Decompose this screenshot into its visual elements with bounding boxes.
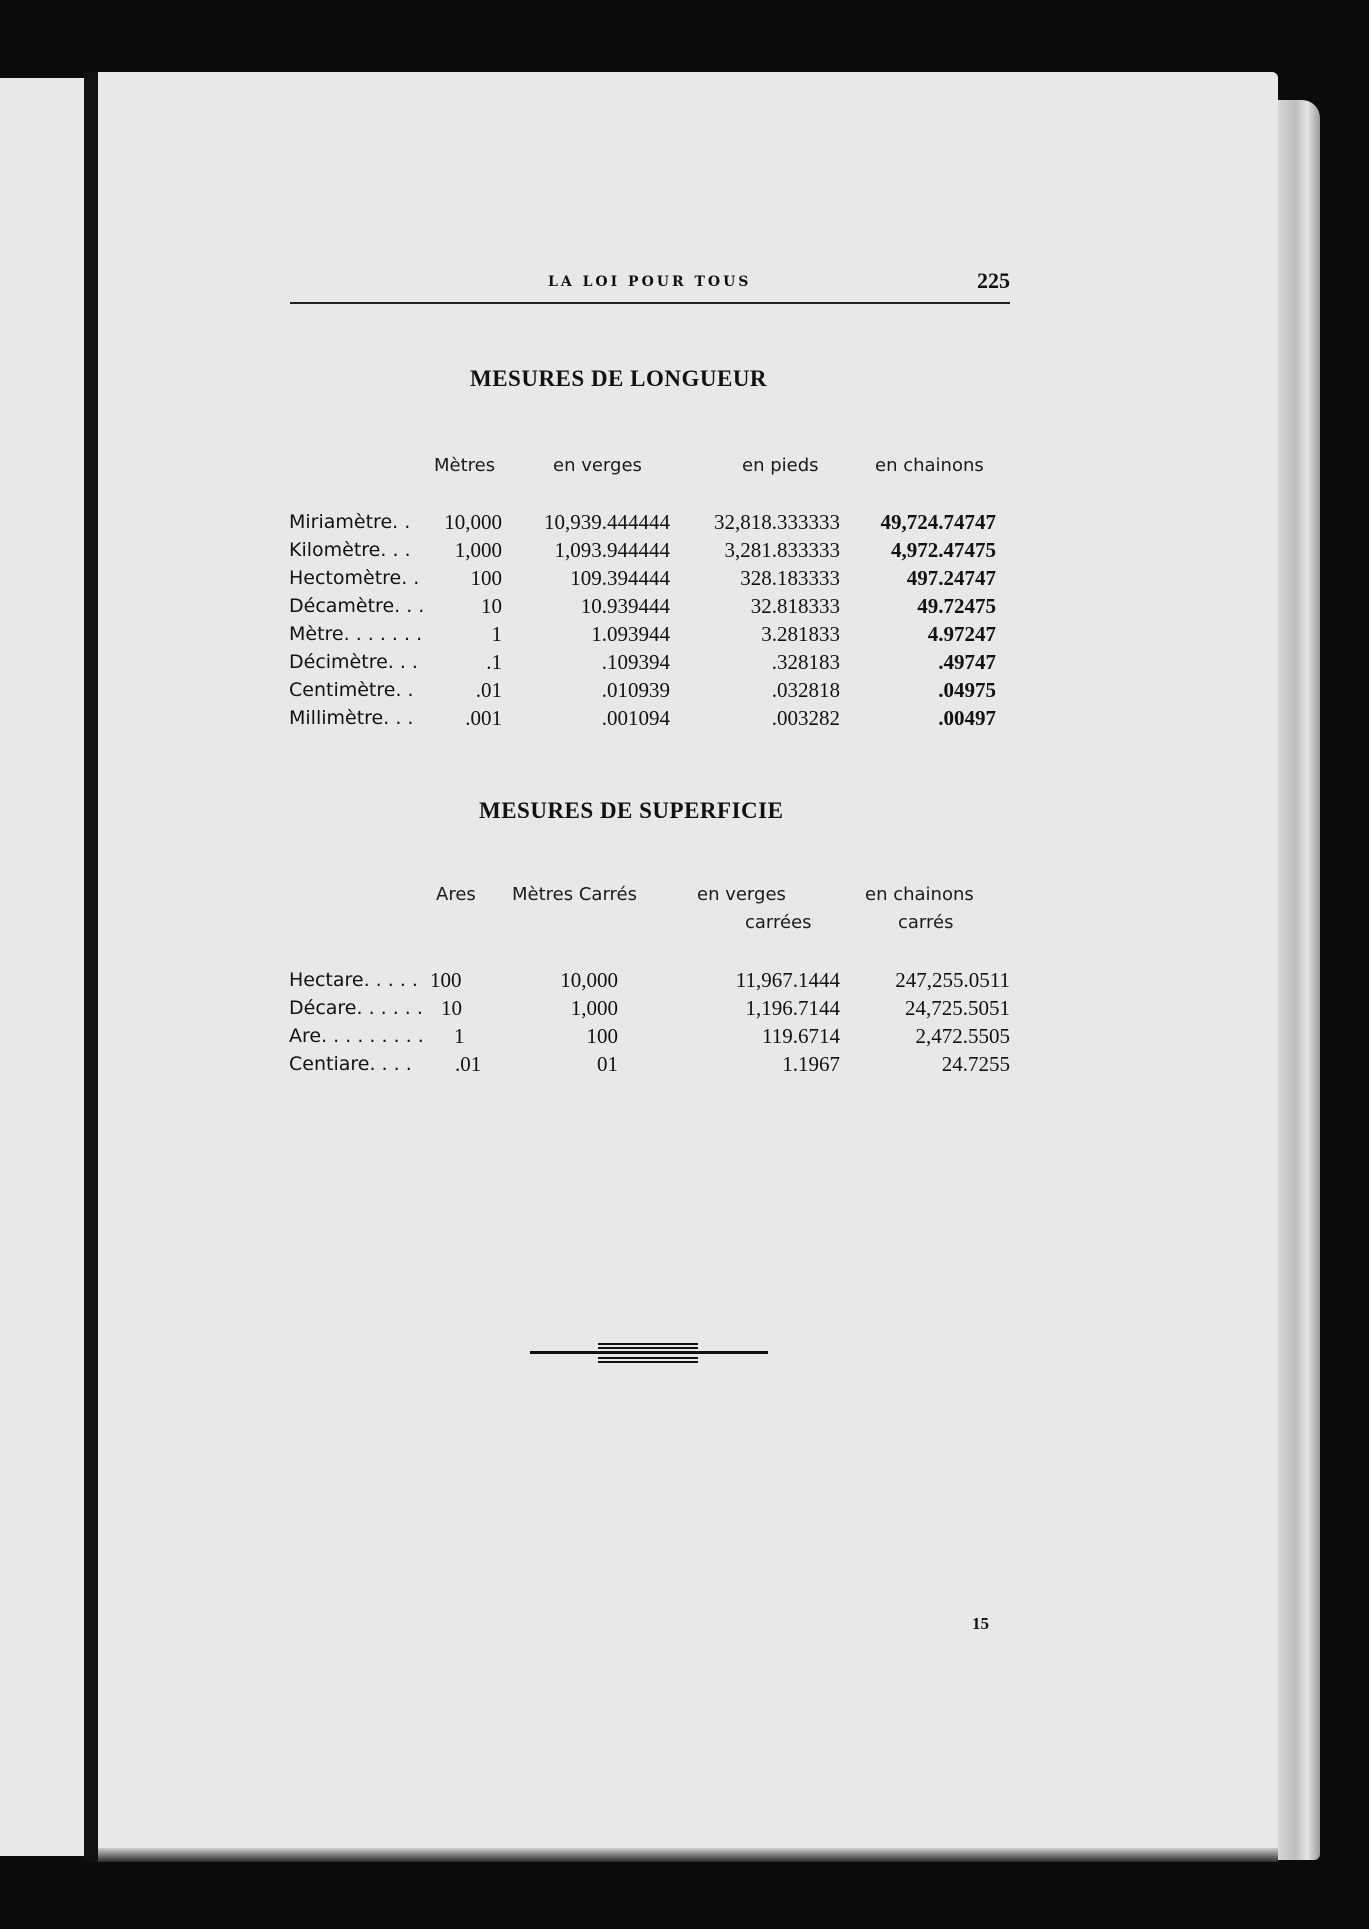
row-label: Kilomètre. . .	[289, 539, 411, 561]
chainons-value: 497.24747	[906, 566, 996, 590]
pieds-value: .328183	[771, 650, 840, 674]
pieds-value: 32,818.333333	[714, 510, 840, 534]
row-label: Mètre. . . . . . .	[289, 623, 423, 645]
facing-page-edge	[0, 78, 84, 1856]
chainons-value: .49747	[938, 650, 996, 674]
chainons-carres-value: 2,472.5505	[915, 1024, 1010, 1048]
chainons-value: 4,972.47475	[891, 538, 996, 562]
signature-number: 15	[972, 1614, 989, 1633]
chainons-carres-value: 24,725.5051	[905, 996, 1010, 1020]
row-label: Décamètre. . .	[289, 595, 425, 617]
row-label: Centimètre. .	[289, 679, 414, 701]
ares-value: 100	[430, 968, 462, 992]
pieds-value: 328.183333	[740, 566, 840, 590]
metres-value: 10,000	[444, 510, 502, 534]
book-gutter	[84, 72, 98, 1862]
metres-value: .01	[475, 678, 502, 702]
verges-value: 1.093944	[591, 622, 670, 646]
row-label: Centiare. . . .	[289, 1053, 412, 1075]
verges-carrees-value: 1,196.7144	[745, 996, 840, 1020]
book-page	[98, 72, 1278, 1857]
metres-value: 10	[481, 594, 502, 618]
length-table-title: MESURES DE LONGUEUR	[470, 366, 768, 391]
chainons-value: 49.72475	[917, 594, 996, 618]
chainons-value: 49,724.74747	[880, 510, 996, 534]
length-col-verges: en verges	[553, 455, 642, 476]
page-number: 225	[977, 268, 1010, 293]
row-label: Décimètre. . .	[289, 651, 418, 673]
metres-value: .1	[486, 650, 502, 674]
pieds-value: 3.281833	[761, 622, 840, 646]
verges-carrees-value: 1.1967	[782, 1052, 840, 1076]
pieds-value: 32.818333	[750, 594, 840, 618]
row-label: Miriamètre. .	[289, 511, 411, 533]
chainons-value: .00497	[938, 706, 996, 730]
length-col-pieds: en pieds	[742, 455, 819, 476]
page-bottom-shadow	[98, 1848, 1278, 1862]
area-col-verges: en verges	[697, 884, 786, 905]
verges-value: .109394	[601, 650, 670, 674]
verges-value: 10,939.444444	[544, 510, 670, 534]
pieds-value: 3,281.833333	[724, 538, 840, 562]
metres-value: 1	[491, 622, 502, 646]
metres-value: .001	[465, 706, 502, 730]
row-label: Hectare. . . . .	[289, 969, 418, 991]
metres-value: 100	[470, 566, 502, 590]
area-col-chainons-line2: carrés	[898, 912, 954, 933]
metres-carres-value: 1,000	[570, 996, 618, 1020]
pieds-value: .003282	[771, 706, 840, 730]
running-title: LA LOI POUR TOUS	[548, 274, 752, 290]
row-label: Décare. . . . . .	[289, 997, 423, 1019]
verges-value: 109.394444	[570, 566, 670, 590]
running-head	[290, 270, 1010, 300]
area-col-metres-carres: Mètres Carrés	[512, 884, 637, 905]
verges-value: 10.939444	[580, 594, 670, 618]
ares-value: 1	[454, 1024, 465, 1048]
area-col-chainons: en chainons	[865, 884, 974, 905]
pieds-value: .032818	[771, 678, 840, 702]
ares-value: .01	[455, 1052, 482, 1076]
area-col-verges-line2: carrées	[745, 912, 812, 933]
length-col-chainons: en chainons	[875, 455, 984, 476]
metres-carres-value: 10,000	[560, 968, 618, 992]
chainons-carres-value: 247,255.0511	[895, 968, 1010, 992]
chainons-value: 4.97247	[927, 622, 996, 646]
verges-value: 1,093.944444	[554, 538, 670, 562]
row-label: Hectomètre. .	[289, 567, 420, 589]
area-table-title: MESURES DE SUPERFICIE	[479, 798, 784, 823]
row-label: Millimètre. . .	[289, 707, 414, 729]
ares-value: 10	[441, 996, 462, 1020]
verges-carrees-value: 11,967.1444	[735, 968, 840, 992]
metres-carres-value: 01	[597, 1052, 618, 1076]
row-label: Are. . . . . . . . .	[289, 1025, 424, 1047]
metres-carres-value: 100	[586, 1024, 618, 1048]
metres-value: 1,000	[454, 538, 502, 562]
page-stack-edge	[1278, 100, 1320, 1860]
chainons-value: .04975	[938, 678, 996, 702]
header-rule	[290, 302, 1010, 304]
verges-value: .010939	[601, 678, 670, 702]
verges-value: .001094	[601, 706, 670, 730]
length-col-metres: Mètres	[434, 455, 496, 476]
verges-carrees-value: 119.6714	[762, 1024, 840, 1048]
chainons-carres-value: 24.7255	[941, 1052, 1010, 1076]
area-col-ares: Ares	[436, 884, 476, 905]
